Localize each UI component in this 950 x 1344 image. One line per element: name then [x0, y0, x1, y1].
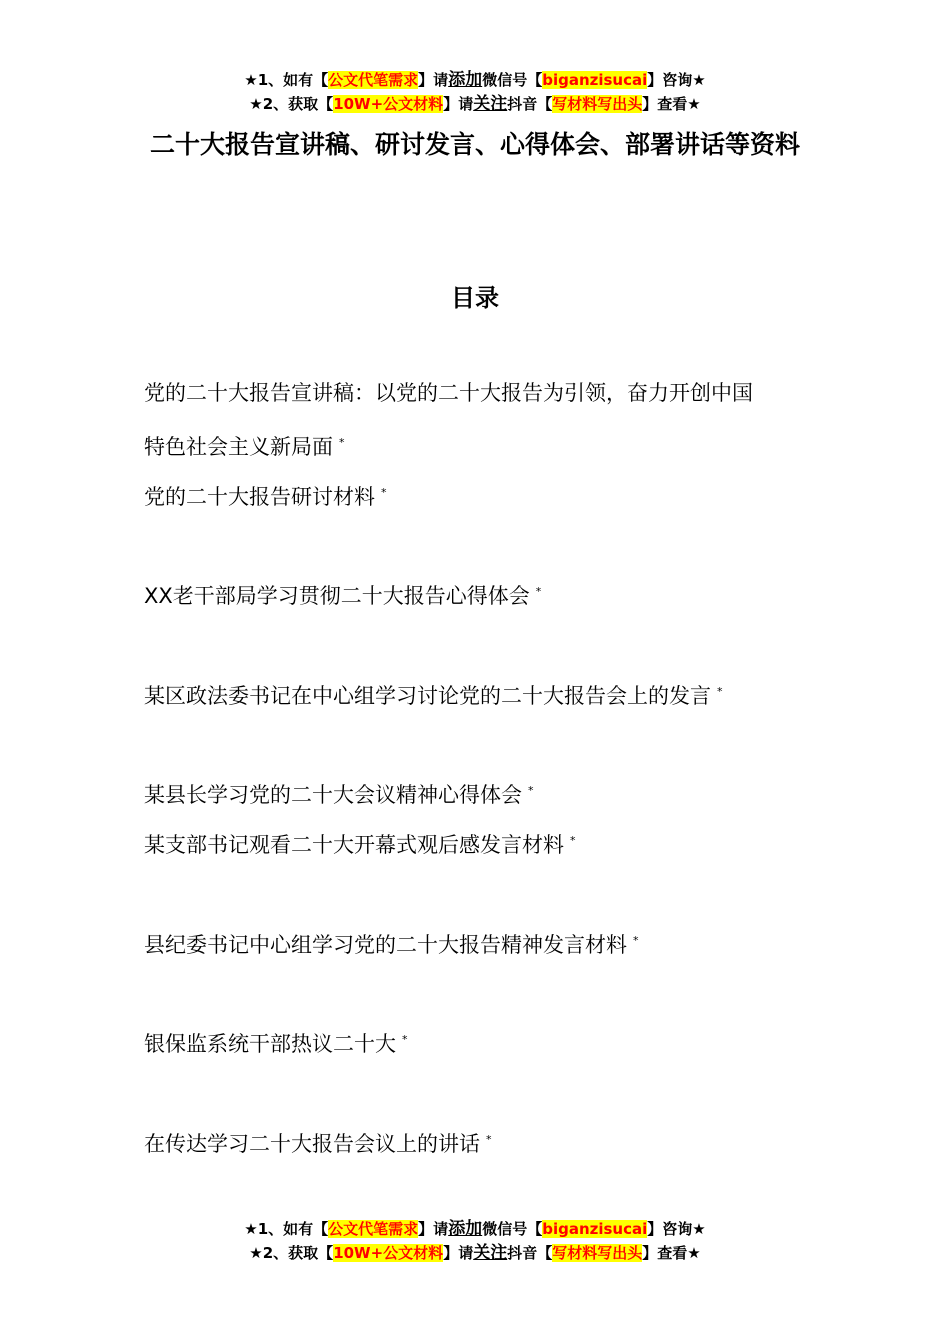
promo-line-2	[0, 1241, 950, 1265]
promo-text: ★2、获取【	[249, 95, 334, 113]
promo-underline: 关注	[473, 94, 508, 114]
top-promo-banner	[0, 68, 950, 116]
promo-text: ★1、如有【	[244, 71, 329, 89]
promo-highlight: 写材料写出头	[552, 1244, 643, 1262]
toc-marker: *	[535, 585, 542, 598]
promo-text: 】查看★	[642, 1244, 701, 1262]
toc-entry[interactable]	[144, 916, 639, 970]
promo-text: 】请	[418, 71, 449, 89]
toc-entry[interactable]	[144, 368, 753, 418]
toc-entry-text: 特色社会主义新局面	[144, 435, 333, 459]
promo-text: 】请	[443, 95, 474, 113]
toc-entry-text: XX老干部局学习贯彻二十大报告心得体会	[144, 584, 530, 608]
promo-text: 微信号【	[482, 1220, 543, 1238]
toc-marker: *	[486, 1133, 492, 1146]
toc-entry[interactable]	[144, 418, 345, 472]
toc-entry[interactable]	[144, 468, 387, 522]
promo-highlight: 10W+公文材料	[333, 95, 444, 113]
toc-marker: *	[381, 486, 387, 499]
toc-entry-text: 某县长学习党的二十大会议精神心得体会	[144, 783, 522, 807]
document-title: 二十大报告宣讲稿、研讨发言、心得体会、部署讲话等资料	[150, 130, 801, 159]
promo-text: 】咨询★	[647, 71, 706, 89]
promo-highlight: 10W+公文材料	[333, 1244, 444, 1262]
promo-text: 】请	[443, 1244, 474, 1262]
toc-marker: *	[528, 784, 534, 797]
toc-entry-text: 银保监系统干部热议二十大	[144, 1032, 396, 1056]
promo-highlight: 公文代笔需求	[328, 71, 419, 89]
toc-entry[interactable]	[144, 766, 534, 820]
promo-highlight: biganzisucai	[542, 71, 648, 89]
toc-marker: *	[633, 934, 639, 947]
bottom-promo-banner	[0, 1217, 950, 1265]
promo-text: 】查看★	[642, 95, 701, 113]
toc-entry[interactable]	[144, 1115, 492, 1169]
toc-entry-text: 县纪委书记中心组学习党的二十大报告精神发言材料	[144, 933, 627, 957]
promo-line-1	[0, 1217, 950, 1241]
promo-highlight: 公文代笔需求	[328, 1220, 419, 1238]
toc-entry[interactable]	[144, 1015, 408, 1069]
toc-entry-text: 在传达学习二十大报告会议上的讲话	[144, 1132, 480, 1156]
toc-marker: *	[339, 436, 345, 449]
toc-entry-text: 党的二十大报告宣讲稿：以党的二十大报告为引领，奋力开创中国	[144, 381, 753, 405]
promo-underline: 添加	[448, 1219, 483, 1239]
promo-text: ★1、如有【	[244, 1220, 329, 1238]
promo-text: 】咨询★	[647, 1220, 706, 1238]
toc-entry[interactable]	[144, 667, 723, 721]
promo-line-1	[0, 68, 950, 92]
promo-text: 抖音【	[507, 1244, 553, 1262]
promo-text: 抖音【	[507, 95, 553, 113]
toc-heading: 目录	[451, 284, 499, 312]
toc-marker: *	[402, 1033, 408, 1046]
toc-marker: *	[717, 685, 723, 698]
toc-entry[interactable]	[144, 567, 541, 621]
toc-entry-text: 某区政法委书记在中心组学习讨论党的二十大报告会上的发言	[144, 684, 711, 708]
promo-text: ★2、获取【	[249, 1244, 334, 1262]
promo-text: 】请	[418, 1220, 449, 1238]
toc-entry[interactable]	[144, 816, 576, 870]
promo-highlight: biganzisucai	[542, 1220, 648, 1238]
toc-entry-text: 党的二十大报告研讨材料	[144, 485, 375, 509]
toc-marker: *	[570, 834, 576, 847]
promo-text: 微信号【	[482, 71, 543, 89]
promo-highlight: 写材料写出头	[552, 95, 643, 113]
promo-line-2	[0, 92, 950, 116]
promo-underline: 关注	[473, 1243, 508, 1263]
toc-entry-text: 某支部书记观看二十大开幕式观后感发言材料	[144, 833, 564, 857]
promo-underline: 添加	[448, 70, 483, 90]
